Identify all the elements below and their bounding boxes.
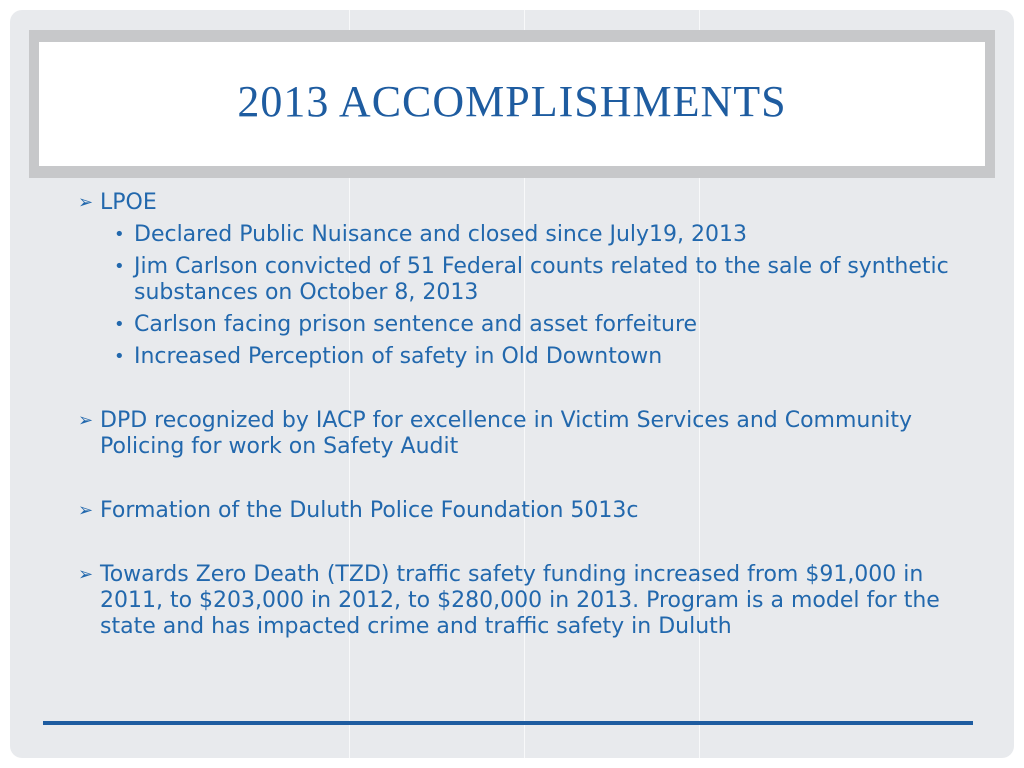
slide <box>10 10 1014 758</box>
bullet-item <box>78 498 968 524</box>
arrowhead-bullet-icon: ➢ <box>78 500 94 521</box>
title-frame <box>29 30 995 178</box>
sub-bullet-text: Jim Carlson convicted of 51 Federal counts related to the sale of synthetic substances on October 8, 2013 <box>134 254 949 305</box>
bullet-text: LPOE <box>100 190 157 215</box>
bullet-item <box>78 190 968 216</box>
title-box <box>39 42 985 166</box>
footer-rule <box>43 721 973 725</box>
dot-bullet-icon: • <box>114 256 125 277</box>
sub-bullet-item <box>78 254 968 306</box>
bullet-text: Formation of the Duluth Police Foundation 5013c <box>100 498 639 523</box>
slide-title: 2013 ACCOMPLISHMENTS <box>237 77 787 126</box>
slide-content <box>78 190 968 640</box>
dot-bullet-icon: • <box>114 314 125 335</box>
arrowhead-bullet-icon: ➢ <box>78 564 94 585</box>
dot-bullet-icon: • <box>114 224 125 245</box>
bullet-text: DPD recognized by IACP for excellence in Victim Services and Community Policing for work on Safety Audit <box>100 408 913 459</box>
sub-bullet-item <box>78 344 968 370</box>
arrowhead-bullet-icon: ➢ <box>78 410 94 431</box>
dot-bullet-icon: • <box>114 346 125 367</box>
sub-bullet-text: Increased Perception of safety in Old Downtown <box>134 344 663 369</box>
bullet-item <box>78 408 968 460</box>
sub-bullet-text: Declared Public Nuisance and closed since July19, 2013 <box>134 222 748 247</box>
bullet-text: Towards Zero Death (TZD) traffic safety funding increased from $91,000 in 2011, to $203,000 in 2012, to $280,000 in 2013. Program is a model for the state and has impacted crime and traffic safety in Duluth <box>100 562 940 639</box>
sub-bullet-list <box>78 222 968 370</box>
sub-bullet-text: Carlson facing prison sentence and asset forfeiture <box>134 312 698 337</box>
bullet-item <box>78 562 968 640</box>
sub-bullet-item <box>78 312 968 338</box>
arrowhead-bullet-icon: ➢ <box>78 192 94 213</box>
sub-bullet-item <box>78 222 968 248</box>
